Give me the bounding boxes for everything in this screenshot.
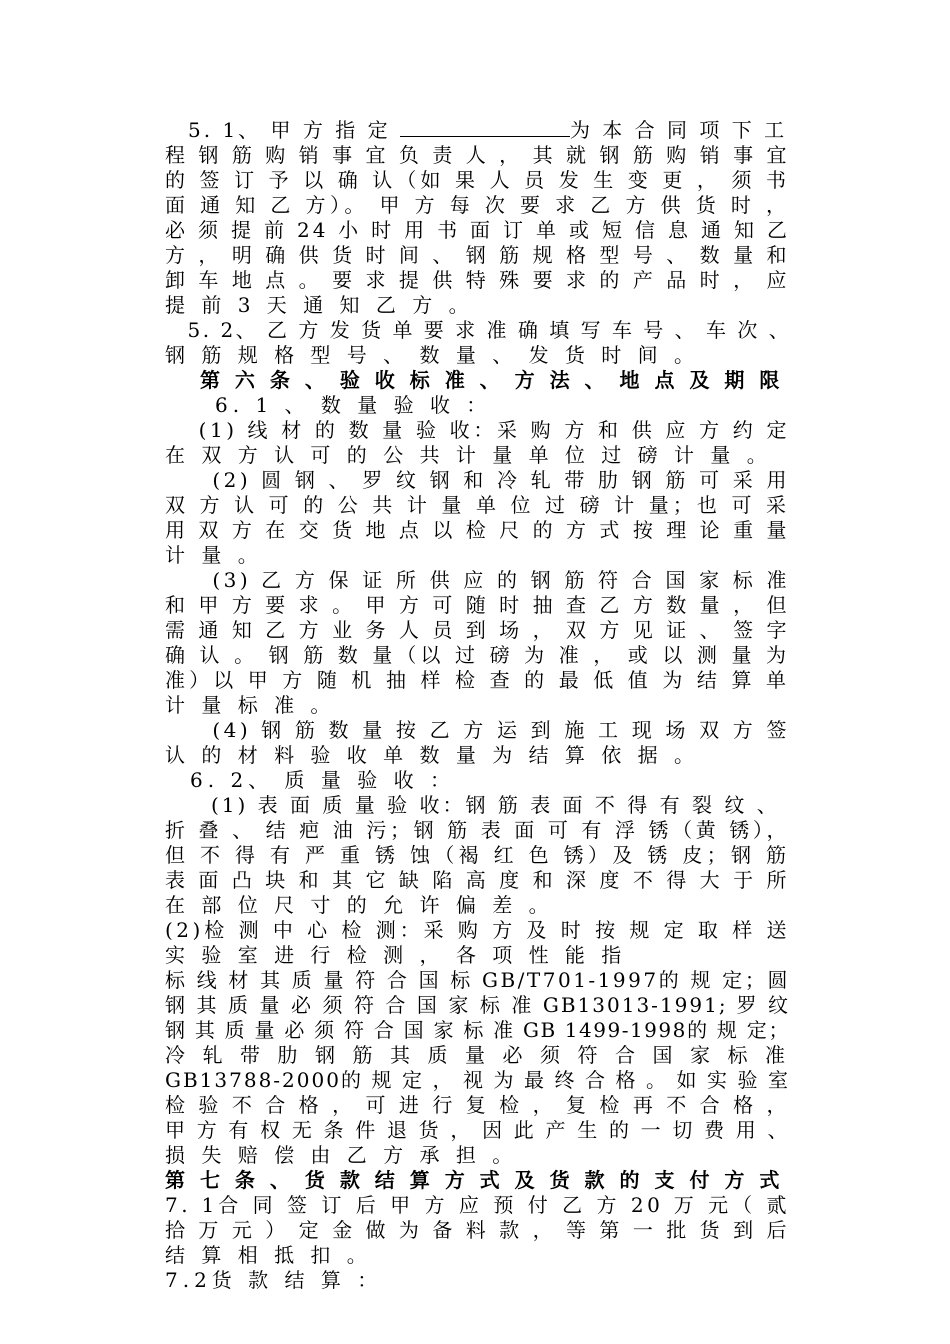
text-line: 面 通 知 乙 方）。 甲 方 每 次 要 求 乙 方 供 货 时 ， [165, 193, 790, 217]
responsible-person-blank[interactable] [400, 118, 570, 137]
text-line: 钢 筋 规 格 型 号 、 数 量 、 发 货 时 间 。 [165, 343, 700, 367]
text-line: 提 前 3 天 通 知 乙 方 。 [165, 293, 474, 317]
text-line: 确 认 。 钢 筋 数 量（以 过 磅 为 准 ， 或 以 测 量 为 [165, 643, 790, 667]
text-line: 冷 轧 带 肋 钢 筋 其 质 量 必 须 符 合 国 家 标 准 [165, 1043, 790, 1067]
text-line: 双 方 认 可 的 公 共 计 量 单 位 过 磅 计 量；也 可 采 [165, 493, 790, 517]
text-line: 方 ， 明 确 供 货 时 间 、 钢 筋 规 格 型 号 、 数 量 和 [165, 243, 790, 267]
text-line: 折 叠 、 结 疤 油 污；钢 筋 表 面 可 有 浮 锈（黄 锈）， [165, 818, 790, 842]
text-line: 用 双 方 在 交 货 地 点 以 检 尺 的 方 式 按 理 论 重 量 [165, 518, 790, 542]
clause-6-1: 6. 1 、 数 量 验 收 ： [165, 393, 492, 417]
text-line: 在 部 位 尺 寸 的 允 许 偏 差 。 [165, 893, 554, 917]
article-7-heading: 第 七 条 、 货 款 结 算 方 式 及 货 款 的 支 付 方 式 [165, 1168, 784, 1192]
text-line: (1) 线 材 的 数 量 验 收：采 购 方 和 供 应 方 约 定 [165, 418, 790, 442]
clause-5-1-line-1: 5. 1、 甲 方 指 定 为 本 合 同 项 下 工 [165, 118, 788, 142]
text-line: 甲 方 有 权 无 条 件 退 货 ， 因 此 产 生 的 一 切 费 用 、 [165, 1118, 790, 1142]
text-line: 计 量 。 [165, 543, 263, 567]
text-line: 程 钢 筋 购 销 事 宜 负 责 人 ， 其 就 钢 筋 购 销 事 宜 [165, 143, 790, 167]
text-line: 和 甲 方 要 求 。 甲 方 可 随 时 抽 查 乙 方 数 量 ， 但 [165, 593, 790, 617]
text-line: 损 失 赔 偿 由 乙 方 承 担 。 [165, 1143, 518, 1167]
text-line: 检 验 不 合 格 ， 可 进 行 复 检 ， 复 检 再 不 合 格 ， [165, 1093, 790, 1117]
text-line: 但 不 得 有 严 重 锈 蚀（褐 红 色 锈）及 锈 皮；钢 筋 [165, 843, 790, 867]
text-line: 在 双 方 认 可 的 公 共 计 量 单 位 过 磅 计 量 。 [165, 443, 772, 467]
text-line: 计 量 标 准 。 [165, 693, 336, 717]
text-line: (3) 乙 方 保 证 所 供 应 的 钢 筋 符 合 国 家 标 准 [165, 568, 790, 592]
text-line: 的 签 订 予 以 确 认（如 果 人 员 发 生 变 更 ， 须 书 [165, 168, 790, 192]
text-line: (4) 钢 筋 数 量 按 乙 方 运 到 施 工 现 场 双 方 签 [165, 718, 790, 742]
text-line: (2)检 测 中 心 检 测：采 购 方 及 时 按 规 定 取 样 送 [165, 918, 790, 942]
clause-6-2: 6. 2、 质 量 验 收 ： [165, 768, 455, 792]
text-line: 必 须 提 前 24 小 时 用 书 面 订 单 或 短 信 息 通 知 乙 [165, 218, 790, 242]
text-line: 认 的 材 料 验 收 单 数 量 为 结 算 依 据 。 [165, 743, 700, 767]
text-line: 实 验 室 进 行 检 测 ， 各 项 性 能 指 [165, 943, 627, 967]
text-line: (2) 圆 钢 、 罗 纹 钢 和 冷 轧 带 肋 钢 筋 可 采 用 [165, 468, 790, 492]
article-6-heading: 第 六 条 、 验 收 标 准 、 方 法 、 地 点 及 期 限 [165, 368, 784, 392]
clause-5-2: 5. 2、 乙 方 发 货 单 要 求 准 确 填 写 车 号 、 车 次 、 [165, 318, 792, 342]
clause-7-2: 7.2货 款 结 算 ： [165, 1268, 383, 1292]
text-line: 准）以 甲 方 随 机 抽 样 检 查 的 最 低 值 为 结 算 单 [165, 668, 790, 692]
text-line: 需 通 知 乙 方 业 务 人 员 到 场 ， 双 方 见 证 、 签 字 [165, 618, 790, 642]
text-line: 标 线 材 其 质 量 符 合 国 标 GB/T701-1997的 规 定；圆 [165, 968, 790, 992]
text-line: (1) 表 面 质 量 验 收：钢 筋 表 面 不 得 有 裂 纹 、 [165, 793, 780, 817]
clause-7-1: 7. 1合 同 签 订 后 甲 方 应 预 付 乙 方 20 万 元（ 贰 [165, 1193, 790, 1217]
text-line: 拾 万 元 ） 定 金 做 为 备 料 款 ， 等 第 一 批 货 到 后 [165, 1218, 790, 1242]
text-line: GB13788-2000的 规 定 ， 视 为 最 终 合 格 。 如 实 验 室 [165, 1068, 790, 1092]
text-line: 钢 其 质 量 必 须 符 合 国 家 标 准 GB13013-1991; 罗 纹 [165, 993, 790, 1017]
text-line: 结 算 相 抵 扣 。 [165, 1243, 372, 1267]
text-line: 钢 其 质 量 必 须 符 合 国 家 标 准 GB 1499-1998的 规 定； [165, 1018, 790, 1042]
text-line: 卸 车 地 点 。 要 求 提 供 特 殊 要 求 的 产 品 时 ， 应 [165, 268, 790, 292]
text-line: 表 面 凸 块 和 其 它 缺 陷 高 度 和 深 度 不 得 大 于 所 [165, 868, 790, 892]
